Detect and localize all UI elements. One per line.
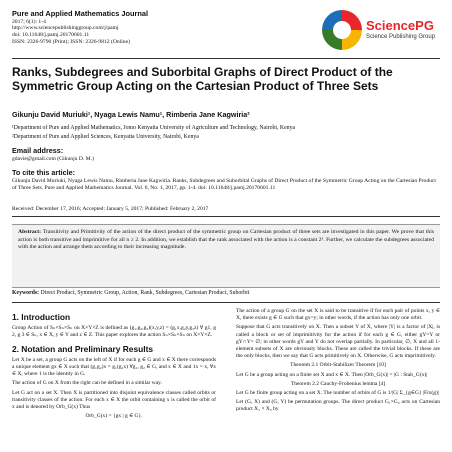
keywords-label: Keywords:: [12, 290, 40, 296]
keywords-rule: [12, 302, 440, 303]
paragraph: Let G be finite group acting on a set X. The number of orbits of G is 1/|G| Σ_{g∈G} |Fix(g)|: [236, 390, 439, 397]
paragraph: Let G act on a set X. Then X is partitioned into disjoint equivalence classes called orbits or transitivity classes of the action. For each x ∈ X the orbit containing x is called the orbit of x and is denoted by Orb_G(x) Thus: [12, 389, 216, 411]
logo-brand: SciencePG: [366, 18, 434, 33]
keywords: [12, 290, 440, 296]
journal-link[interactable]: http://www.sciencepublishinggroup.com/j/pamj: [12, 25, 119, 32]
paragraph: The action of G on X from the right can be defined in a similar way.: [12, 380, 162, 387]
theorem-2-1: Theorem 2.1 Orbit-Stabilizer Theorem [10]: [290, 362, 386, 369]
paragraph: Suppose that G acts transitively on X. Then a subset Y of X, where |Y| is a factor of |X|, is called a block or set of imprimitivity for the action if for each g ∈ G, either gY=Y or gY∩Y= ∅; in other words gY and Y do not overlap partially. In particular, ∅, X and all 1-element subsets of X are obviously blocks. These are called the trivial blocks. If these are the only blocks, then we say that G acts primitively on X. Otherwise, G acts imprimitively.: [236, 324, 440, 360]
paragraph: The action of a group G on the set X is said to be transitive if for each pair of points x, y ∈ X, there exists g ∈ G such that gx=y; in other words, if the action has only one orbit.: [236, 308, 440, 322]
abstract-body: [18, 229, 434, 252]
header-rule: [12, 58, 440, 59]
paragraph: Let G be a group acting on a finite set X and x ∈ X. Then |Orb_G(x)| = |G : Stab_G(x)|: [236, 371, 428, 378]
abstract-label: Abstract:: [18, 229, 42, 235]
affiliation-2: ²Department of Pure and Applied Sciences, Kenyatta University, Nairobi, Kenya: [12, 134, 199, 140]
section-introduction-heading: 1. Introduction: [12, 312, 71, 322]
paragraph: Let (G, X) and (G, Y) be permutation groups. The direct product G₁×G₂ acts on Cartesian product X₁ × X₂ by: [236, 399, 440, 413]
email-heading: Email address:: [12, 146, 64, 155]
theorem-2-2: Theorem 2.2 Cauchy-Frobenius lemma [4]: [290, 380, 386, 387]
publisher-logo: [322, 6, 440, 54]
journal-doi: doi: 10.11648/j.pamj.20170601.11: [12, 32, 90, 39]
email-value[interactable]: gdavie@gmail.com (Gikunju D. M.): [12, 156, 94, 162]
author-list: Gikunju David Muriuki¹, Nyaga Lewis Namu¹, Rimberia Jane Kagwiria²: [12, 110, 250, 119]
keywords-text: Direct Product, Symmetric Group, Action, Rank, Subdegrees, Cartesian Product, Suborbit: [40, 290, 250, 296]
paragraph: Let X be a set, a group G acts on the left of X if for each g ∈ G and x ∈ X there corresponds a unique element gx ∈ X such that (g₁g₂)x = g₁(g₂x) ∀g₁, g₂ ∈ G, and x ∈ X and 1x = x, ∀x ∈ X, where 1 is the identity in G.: [12, 356, 216, 378]
section-notation-heading: 2. Notation and Preliminary Results: [12, 343, 154, 354]
left-column: [12, 308, 216, 422]
cite-heading: To cite this article:: [12, 168, 75, 177]
abstract-text: Transitivity and Primitivity of the action of the direct product of the symmetric group on Cartesian product of three sets are investigated in this paper. We prove that this action is both transitive and imprimitive for all n ≥ 2. In addition, we establish that the rank associated with the action is a constant 2³. Further, we calculate the subdegrees associated with the action and arrange them according to their increasing magnitude.: [18, 229, 434, 251]
abstract-box: [12, 224, 440, 288]
journal-header: [12, 10, 272, 46]
cite-text: Gikunju David Muriuki, Nyaga Lewis Namu, Rimberia Jane Kagwiria. Ranks, Subdegrees and Suborbital Graphs of Direct Product of the Symmetric Group Acting on the Cartesian Product of Three Sets. Pure and Applied Mathematics Journal. Vol. 6, No. 1, 2017, pp. 1-4. doi: 10.11648/j.pamj.20170601.11: [12, 178, 436, 191]
orbit-equation: Orb_G(x) = {gx | g ∈ G}.: [85, 413, 143, 420]
affiliations: [12, 124, 442, 142]
paper-title: Ranks, Subdegrees and Suborbital Graphs of Direct Product of the Symmetric Group Acting on the Cartesian Product of Three Sets: [12, 65, 393, 93]
logo-swirl-icon: [322, 10, 362, 50]
journal-name: Pure and Applied Mathematics Journal: [12, 9, 149, 18]
affiliation-1: ¹Department of Pure and Applied Mathematics, Jomo Kenyatta University of Agriculture and Technology, Nairobi, Kenya: [12, 125, 296, 131]
dates-rule: [12, 216, 440, 217]
journal-line: 2017; 6(1): 1-4: [12, 18, 46, 25]
journal-issn: ISSN: 2326-9790 (Print); ISSN: 2326-9812 (Online): [12, 38, 130, 45]
article-dates: Received: December 17, 2016; Accepted: January 5, 2017; Published: February 2, 2017: [12, 206, 209, 212]
logo-tagline: Science Publishing Group: [366, 34, 436, 40]
paragraph: Group Action of Sₙ×Sₙ×Sₙ on X×Y×Z is defined as (g₁,g₂,g₃)(x,y,z) = (g₁x,g₂y,g₃z) ∀ g1, g 2, g 3 ∈ Sₙ, x ∈ X, y ∈ Y and z ∈ Z. This paper explores the action Sₙ×Sₙ×Sₙ on X×Y×Z.: [12, 325, 216, 339]
right-column: [236, 308, 440, 416]
